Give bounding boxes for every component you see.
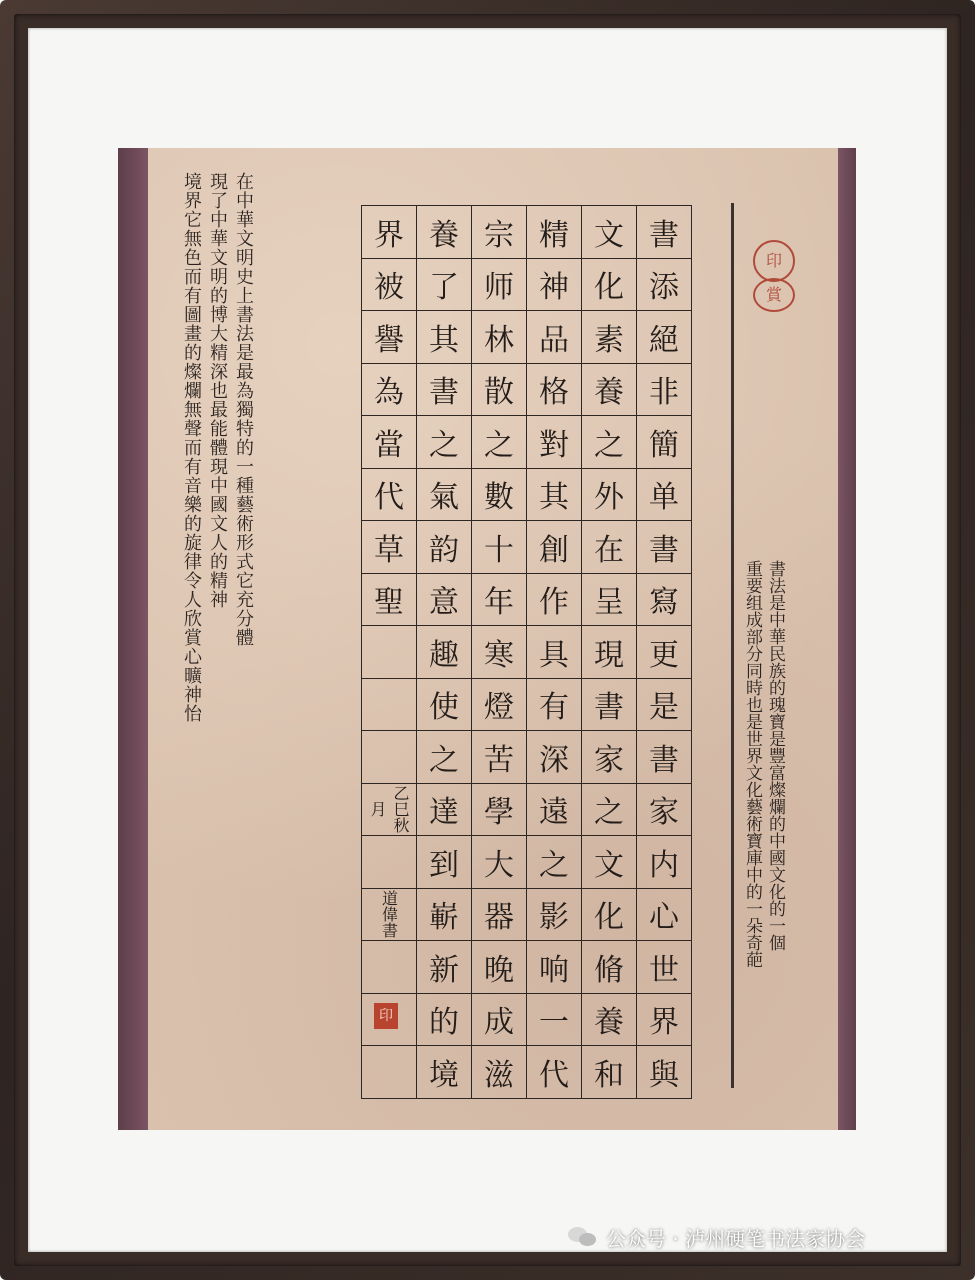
right-decorative-strip [838, 148, 856, 1130]
side-note-text [740, 560, 786, 1040]
grid-cell: 聖 [362, 573, 417, 626]
grid-cell: 譽 [362, 311, 417, 364]
intro-text-block [178, 172, 256, 892]
grid-cell: 境 [417, 1046, 472, 1099]
grid-cell: 单 [637, 468, 692, 521]
grid-cell: 之 [417, 416, 472, 469]
grid-cell: 晚 [472, 941, 527, 994]
grid-cell: 養 [582, 993, 637, 1046]
grid-cell: 化 [582, 888, 637, 941]
grid-cell: 到 [417, 836, 472, 889]
note-line: 重要组成部分同時也是世界文化藝術寶庫中的一朵奇葩 [742, 560, 762, 968]
grid-cell: 年 [472, 573, 527, 626]
grid-cell [362, 678, 417, 731]
grid-cell: 界 [637, 993, 692, 1046]
grid-cell: 林 [472, 311, 527, 364]
grid-cell: 書 [637, 731, 692, 784]
grid-cell: 世 [637, 941, 692, 994]
grid-cell: 為 [362, 363, 417, 416]
grid-cell: 達 [417, 783, 472, 836]
grid-row [362, 626, 692, 679]
red-seal-stamp-icon: 印 [374, 1003, 398, 1029]
grid-cell: 創 [527, 521, 582, 574]
intro-line: 現了中華文明的博大精深也最能體現中國文人的精神 [207, 172, 228, 609]
grid-cell: 散 [472, 363, 527, 416]
grid-cell: 大 [472, 836, 527, 889]
wechat-icon [568, 1225, 598, 1249]
grid-cell: 代 [362, 468, 417, 521]
grid-cell: 脩 [582, 941, 637, 994]
grid-cell: 具 [527, 626, 582, 679]
grid-row [362, 258, 692, 311]
seal-top-icon: 印 [753, 240, 795, 282]
grid-row [362, 521, 692, 574]
grid-cell: 内 [637, 836, 692, 889]
grid-cell: 氣 [417, 468, 472, 521]
grid-row [362, 311, 692, 364]
grid-row [362, 416, 692, 469]
grid-cell: 被 [362, 258, 417, 311]
grid-cell: 絕 [637, 311, 692, 364]
calligraphy-paper [118, 148, 856, 1130]
grid-cell: 在 [582, 521, 637, 574]
grid-cell: 趣 [417, 626, 472, 679]
grid-cell: 影 [527, 888, 582, 941]
grid-cell: 現 [582, 626, 637, 679]
grid-cell: 响 [527, 941, 582, 994]
grid-cell: 成 [472, 993, 527, 1046]
grid-cell: 文 [582, 206, 637, 259]
grid-cell: 之 [527, 836, 582, 889]
grid-cell: 宗 [472, 206, 527, 259]
grid-row [362, 731, 692, 784]
grid-cell: 十 [472, 521, 527, 574]
wechat-watermark [568, 1222, 865, 1252]
grid-cell: 對 [527, 416, 582, 469]
grid-cell [362, 626, 417, 679]
grid-cell [362, 1046, 417, 1099]
grid-row [362, 888, 692, 941]
grid-row [362, 783, 692, 836]
grid-cell: 代 [527, 1046, 582, 1099]
grid-cell: 精 [527, 206, 582, 259]
grid-row [362, 573, 692, 626]
grid-cell: 其 [527, 468, 582, 521]
grid-cell: 神 [527, 258, 582, 311]
grid-cell: 養 [417, 206, 472, 259]
grid-row [362, 363, 692, 416]
grid-cell [362, 836, 417, 889]
grid-cell: 是 [637, 678, 692, 731]
grid-cell: 書 [417, 363, 472, 416]
grid-row [362, 1046, 692, 1099]
grid-cell: 乙巳秋月 [362, 783, 417, 836]
grid-cell [362, 731, 417, 784]
grid-cell: 深 [527, 731, 582, 784]
grid-cell: 遠 [527, 783, 582, 836]
grid-cell: 養 [582, 363, 637, 416]
grid-cell: 書 [637, 521, 692, 574]
grid-cell: 與 [637, 1046, 692, 1099]
grid-cell: 界 [362, 206, 417, 259]
grid-cell: 有 [527, 678, 582, 731]
grid-cell: 道偉書 [362, 888, 417, 941]
grid-cell: 學 [472, 783, 527, 836]
grid-cell: 家 [637, 783, 692, 836]
grid-cell: 草 [362, 521, 417, 574]
grid-row [362, 468, 692, 521]
grid-row [362, 836, 692, 889]
grid-row [362, 206, 692, 259]
grid-row [362, 678, 692, 731]
grid-cell: 苦 [472, 731, 527, 784]
grid-cell: 素 [582, 311, 637, 364]
grid-cell: 添 [637, 258, 692, 311]
grid-row [362, 941, 692, 994]
grid-cell: 了 [417, 258, 472, 311]
grid-cell: 寒 [472, 626, 527, 679]
grid-cell: 其 [417, 311, 472, 364]
grid-cell: 文 [582, 836, 637, 889]
grid-cell: 和 [582, 1046, 637, 1099]
grid-cell: 外 [582, 468, 637, 521]
seal-bottom-icon: 賞 [753, 278, 795, 312]
grid-cell: 使 [417, 678, 472, 731]
grid-cell: 非 [637, 363, 692, 416]
watermark-text: 公众号 · 泸州硬笔书法家协会 [606, 1226, 866, 1251]
grid-cell: 师 [472, 258, 527, 311]
grid-cell: 書 [637, 206, 692, 259]
grid-cell: 寫 [637, 573, 692, 626]
character-grid [361, 205, 685, 1093]
grid-cell: 嶄 [417, 888, 472, 941]
intro-line: 在中華文明史上書法是最為獨特的一種藝術形式它充分體 [233, 172, 254, 647]
grid-cell: 書 [582, 678, 637, 731]
intro-line: 境界它無色而有圖畫的燦爛無聲而有音樂的旋律令人欣賞心曠神怡 [181, 172, 202, 723]
grid-row [362, 993, 692, 1046]
grid-cell: 格 [527, 363, 582, 416]
grid-cell: 新 [417, 941, 472, 994]
grid-cell: 燈 [472, 678, 527, 731]
grid-cell: 意 [417, 573, 472, 626]
grid-cell: 滋 [472, 1046, 527, 1099]
grid-cell: 之 [582, 783, 637, 836]
grid-cell: 品 [527, 311, 582, 364]
note-line: 書法是中華民族的瑰寶是豐富燦爛的中國文化的一個 [765, 560, 785, 951]
grid-cell: 家 [582, 731, 637, 784]
grid-cell: 之 [417, 731, 472, 784]
grid-cell: 之 [472, 416, 527, 469]
grid-cell: 數 [472, 468, 527, 521]
grid-cell: 韵 [417, 521, 472, 574]
grid-cell: 的 [417, 993, 472, 1046]
grid-cell: 當 [362, 416, 417, 469]
grid-cell: 之 [582, 416, 637, 469]
left-decorative-strip [118, 148, 148, 1130]
grid-cell [362, 941, 417, 994]
grid-cell: 一 [527, 993, 582, 1046]
grid-cell: 簡 [637, 416, 692, 469]
grid-cell: 更 [637, 626, 692, 679]
grid-cell: 呈 [582, 573, 637, 626]
grid-cell: 器 [472, 888, 527, 941]
grid-cell: 作 [527, 573, 582, 626]
vertical-divider-line [731, 203, 734, 1088]
grid-table [361, 205, 692, 1099]
grid-cell: 心 [637, 888, 692, 941]
grid-cell: 化 [582, 258, 637, 311]
